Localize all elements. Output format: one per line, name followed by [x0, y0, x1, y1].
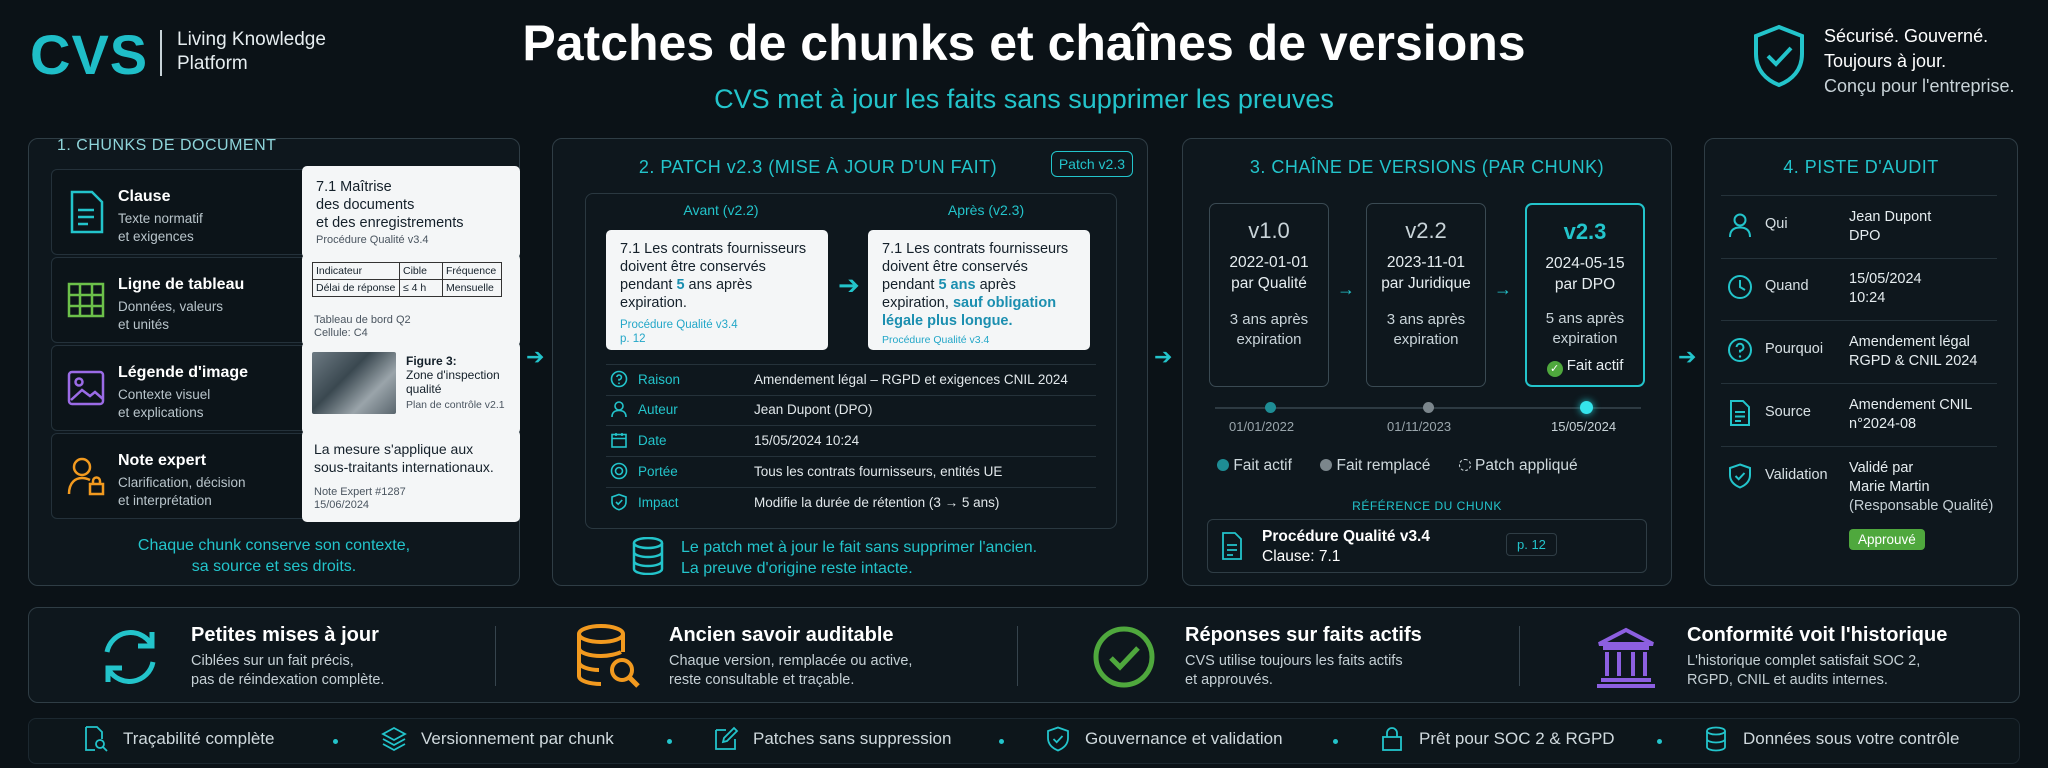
version-author: par Qualité [1231, 275, 1307, 292]
legend-dot-replaced [1320, 459, 1332, 471]
document-icon [1220, 532, 1244, 560]
figure-number: Figure 3: [406, 354, 457, 368]
chunk-card-clause [302, 166, 520, 258]
clause-line-2: des documents [316, 197, 415, 213]
security-line-3: Conçu pour l'entreprise. [1824, 76, 2015, 96]
logo-tagline: Living Knowledge Platform [177, 29, 326, 74]
diff-arrow: ➔ [838, 270, 860, 300]
document-icon [66, 190, 106, 234]
version-arrow: → [1337, 279, 1355, 299]
panel-audit-trail [1704, 138, 2018, 586]
benefit-title: Conformité voit l'historique [1687, 624, 1948, 646]
check-circle-icon [1089, 622, 1159, 692]
panel1-title: 1. CHUNKS DE DOCUMENT [57, 137, 277, 154]
image-icon [66, 366, 106, 410]
figure-caption-1: Zone d'inspection [406, 368, 500, 382]
database-icon [631, 537, 665, 575]
footer-separator-dot [1657, 739, 1662, 744]
panel2-footer: Le patch met à jour le fait sans supprimer l'ancien. La preuve d'origine reste intacte. [681, 539, 1038, 577]
feature-soc2-rgpd: Prêt pour SOC 2 & RGPD [1419, 729, 1615, 749]
table-cell: Délai de réponse [313, 280, 400, 297]
page-title: Patches de chunks et chaînes de versions [522, 15, 1526, 71]
version-rule-1: 3 ans après [1229, 311, 1309, 328]
table-header-cell: Cible [400, 263, 443, 280]
feature-governance: Gouvernance et validation [1085, 729, 1283, 749]
version-number: v1.0 [1248, 218, 1290, 243]
version-author: par Juridique [1381, 275, 1471, 292]
version-date: 2024-05-15 [1545, 255, 1625, 272]
reference-clause: Clause: 7.1 [1262, 548, 1341, 565]
panel2-title: 2. PATCH v2.3 (MISE À JOUR D'UN FAIT) [638, 157, 998, 177]
feature-footer [28, 718, 2020, 764]
database-icon [1703, 726, 1729, 752]
audit-row-who: Qui Jean Dupont DPO [1721, 195, 1997, 259]
patch-diff-box [585, 193, 1117, 529]
panel4-title: 4. PISTE D'AUDIT [1783, 157, 1939, 177]
target-icon [610, 462, 628, 480]
refresh-icon [95, 622, 165, 692]
reference-document: Procédure Qualité v3.4 [1262, 528, 1430, 545]
chunk-type-desc: Données, valeurs et unités [118, 299, 224, 332]
table-header-cell: Indicateur [313, 263, 400, 280]
audit-row-why: Pourquoi Amendement légal RGPD & CNIL 2024 [1721, 321, 1997, 384]
chunk-type-desc: Texte normatif et exigences [118, 211, 203, 244]
chunk-type-title: Légende d'image [118, 364, 249, 381]
benefit-title: Ancien savoir auditable [669, 624, 894, 646]
question-circle-icon [1727, 337, 1753, 363]
version-rule-2: expiration [1552, 330, 1618, 347]
chunk-type-desc: Clarification, décision et interprétation [118, 475, 246, 508]
table-cell: ≤ 4 h [400, 280, 443, 297]
version-card-v22[interactable] [1366, 203, 1486, 387]
figure-source: Plan de contrôle v2.1 [406, 399, 505, 411]
meta-row-date: Date 15/05/2024 10:24 [606, 426, 1096, 457]
version-number: v2.3 [1563, 219, 1607, 244]
feature-traceability: Traçabilité complète [123, 729, 275, 749]
timeline-date: 01/11/2023 [1387, 419, 1452, 434]
version-date: 2023-11-01 [1386, 254, 1466, 271]
benefit-desc: L'historique complet satisfait SOC 2, RGPD, CNIL et audits internes. [1687, 653, 1921, 688]
after-source: Procédure Qualité v3.4 [882, 334, 990, 346]
version-arrow: → [1494, 279, 1512, 299]
chunk-type-title: Ligne de tableau [118, 276, 245, 293]
active-fact-status: ✓ Fait actif [1527, 357, 1643, 377]
legend-dot-patch [1459, 459, 1471, 471]
benefit-divider [1017, 626, 1018, 686]
version-card-v1[interactable] [1209, 203, 1329, 387]
chunk-card-table [302, 254, 520, 346]
clause-line-3: et des enregistrements [316, 215, 464, 231]
chunk-type-desc: Contexte visuel et explications [118, 387, 211, 420]
clock-icon [1727, 274, 1753, 300]
footer-separator-dot [1333, 739, 1338, 744]
before-text: 7.1 Les contrats fournisseurs doivent être conservés pendant 5 ans après expiration. [620, 241, 807, 311]
figure-caption-2: qualité [406, 382, 442, 396]
after-label: Après (v2.3) [947, 202, 1025, 218]
audit-row-validation: Validation Validé par Marie Martin (Responsable Qualité) Approuvé [1721, 447, 1997, 557]
version-rule-2: expiration [1236, 331, 1302, 348]
after-text: 7.1 Les contrats fournisseurs doivent être conservés pendant 5 ans après expiration, sauf obligation légale plus longue. [882, 241, 1069, 329]
version-rule-1: 5 ans après [1545, 310, 1625, 327]
before-source: Procédure Qualité v3.4 [620, 319, 738, 331]
flow-arrow: ➔ [1678, 344, 1697, 369]
benefit-desc: Chaque version, remplacée ou active, reste consultable et traçable. [669, 653, 913, 688]
edit-icon [713, 726, 739, 752]
benefit-title: Réponses sur faits actifs [1185, 624, 1422, 646]
user-icon [610, 400, 628, 418]
security-tagline [1824, 24, 2044, 99]
clause-source: Procédure Qualité v3.4 [316, 234, 429, 246]
version-legend: Fait actif Fait remplacé Patch appliqué [1217, 457, 1578, 475]
panel-version-chain [1182, 138, 1672, 586]
footer-separator-dot [333, 739, 338, 744]
security-line-1: Sécurisé. Gouverné. [1824, 26, 1989, 46]
meta-row-impact: Impact Modifie la durée de rétention (3 → 5 ans) [606, 488, 1096, 518]
note-line-2: sous-traitants internationaux. [314, 459, 494, 475]
document-icon [1727, 400, 1753, 426]
chunk-row-clause[interactable] [51, 169, 517, 255]
audit-row-source: Source Amendement CNIL n°2024-08 [1721, 384, 1997, 447]
patch-badge: Patch v2.3 [1051, 151, 1133, 177]
question-circle-icon [610, 370, 628, 388]
note-line-1: La mesure s'applique aux [314, 441, 474, 457]
timeline-dot-active [1580, 401, 1593, 414]
clause-line-1: 7.1 Maîtrise [316, 179, 392, 195]
timeline-dot [1265, 402, 1276, 413]
security-line-2: Toujours à jour. [1824, 51, 1947, 71]
database-search-icon [573, 622, 643, 692]
approved-badge: Approuvé [1849, 529, 1925, 550]
layers-icon [381, 726, 407, 752]
shield-check-icon [1045, 726, 1071, 752]
lock-icon [1379, 726, 1405, 752]
chunk-type-title: Note expert [118, 452, 207, 469]
benefits-bar [28, 607, 2020, 703]
timeline-date: 15/05/2024 [1551, 419, 1617, 434]
chunk-card-image [302, 342, 520, 434]
table-cell: Mensuelle [443, 280, 502, 297]
chunk-reference-box[interactable] [1207, 519, 1647, 573]
note-id: Note Expert #1287 [314, 486, 406, 498]
audit-row-when: Quand 15/05/2024 10:24 [1721, 258, 1997, 321]
note-date: 15/06/2024 [314, 499, 370, 511]
benefit-title: Petites mises à jour [191, 624, 379, 646]
flow-arrow: ➔ [1154, 344, 1173, 369]
panel1-footer: Chaque chunk conserve son contexte, sa source et ses droits. [137, 537, 411, 575]
table-cell-ref: Cellule: C4 [314, 327, 368, 339]
meta-row-author: Auteur Jean Dupont (DPO) [606, 395, 1096, 426]
before-label: Avant (v2.2) [683, 202, 759, 218]
chunk-reference-title: RÉFÉRENCE DU CHUNK [1352, 499, 1502, 513]
flow-arrow: ➔ [526, 344, 545, 369]
chunk-row-image[interactable] [51, 345, 517, 431]
inspection-photo [312, 352, 396, 414]
feature-data-control: Données sous votre contrôle [1743, 729, 1959, 749]
chunk-row-expert-note[interactable] [51, 433, 517, 519]
panel3-title: 3. CHAÎNE DE VERSIONS (PAR CHUNK) [1249, 157, 1605, 177]
legend-dot-active [1217, 459, 1229, 471]
mini-table [312, 262, 502, 297]
document-search-icon [83, 726, 109, 752]
feature-versioning: Versionnement par chunk [421, 729, 614, 749]
footer-separator-dot [667, 739, 672, 744]
chunk-row-table[interactable] [51, 257, 517, 343]
before-page: p. 12 [620, 333, 646, 345]
page-subtitle: CVS met à jour les faits sans supprimer les preuves [714, 84, 1334, 114]
timeline-dot [1423, 402, 1434, 413]
after-card [868, 230, 1090, 350]
feature-patches: Patches sans suppression [753, 729, 951, 749]
shield-icon [610, 493, 628, 511]
user-icon [1727, 212, 1753, 238]
version-rule-2: expiration [1393, 331, 1459, 348]
timeline-date: 01/01/2022 [1229, 419, 1295, 434]
table-source: Tableau de bord Q2 [314, 314, 411, 326]
benefit-divider [1519, 626, 1520, 686]
table-header-cell: Fréquence [443, 263, 502, 280]
calendar-icon [610, 431, 628, 449]
table-grid-icon [66, 278, 106, 322]
reference-page-badge: p. 12 [1506, 533, 1557, 556]
chunk-type-title: Clause [118, 188, 171, 205]
version-number: v2.2 [1405, 218, 1447, 243]
user-lock-icon [66, 454, 106, 498]
meta-row-reason: Raison Amendement légal – RGPD et exigences CNIL 2024 [606, 364, 1096, 396]
version-date: 2022-01-01 [1229, 254, 1309, 271]
before-card [606, 230, 828, 350]
shield-check-icon [1752, 24, 1806, 88]
version-author: par DPO [1554, 276, 1616, 293]
benefit-desc: CVS utilise toujours les faits actifs et approuvés. [1185, 653, 1403, 688]
chunk-card-note [302, 430, 520, 522]
shield-check-icon [1727, 463, 1753, 489]
meta-row-scope: Portée Tous les contrats fournisseurs, entités UE [606, 457, 1096, 488]
benefit-divider [495, 626, 496, 686]
check-icon: ✓ [1547, 361, 1563, 377]
panel-document-chunks [28, 138, 520, 586]
version-card-v23-active[interactable] [1525, 203, 1645, 387]
cvs-logo: CVS [30, 23, 149, 86]
benefit-desc: Ciblées sur un fait précis, pas de réindexation complète. [191, 653, 385, 688]
version-rule-1: 3 ans après [1386, 311, 1466, 328]
footer-separator-dot [999, 739, 1004, 744]
institution-icon [1591, 622, 1661, 692]
panel-patch [552, 138, 1148, 586]
